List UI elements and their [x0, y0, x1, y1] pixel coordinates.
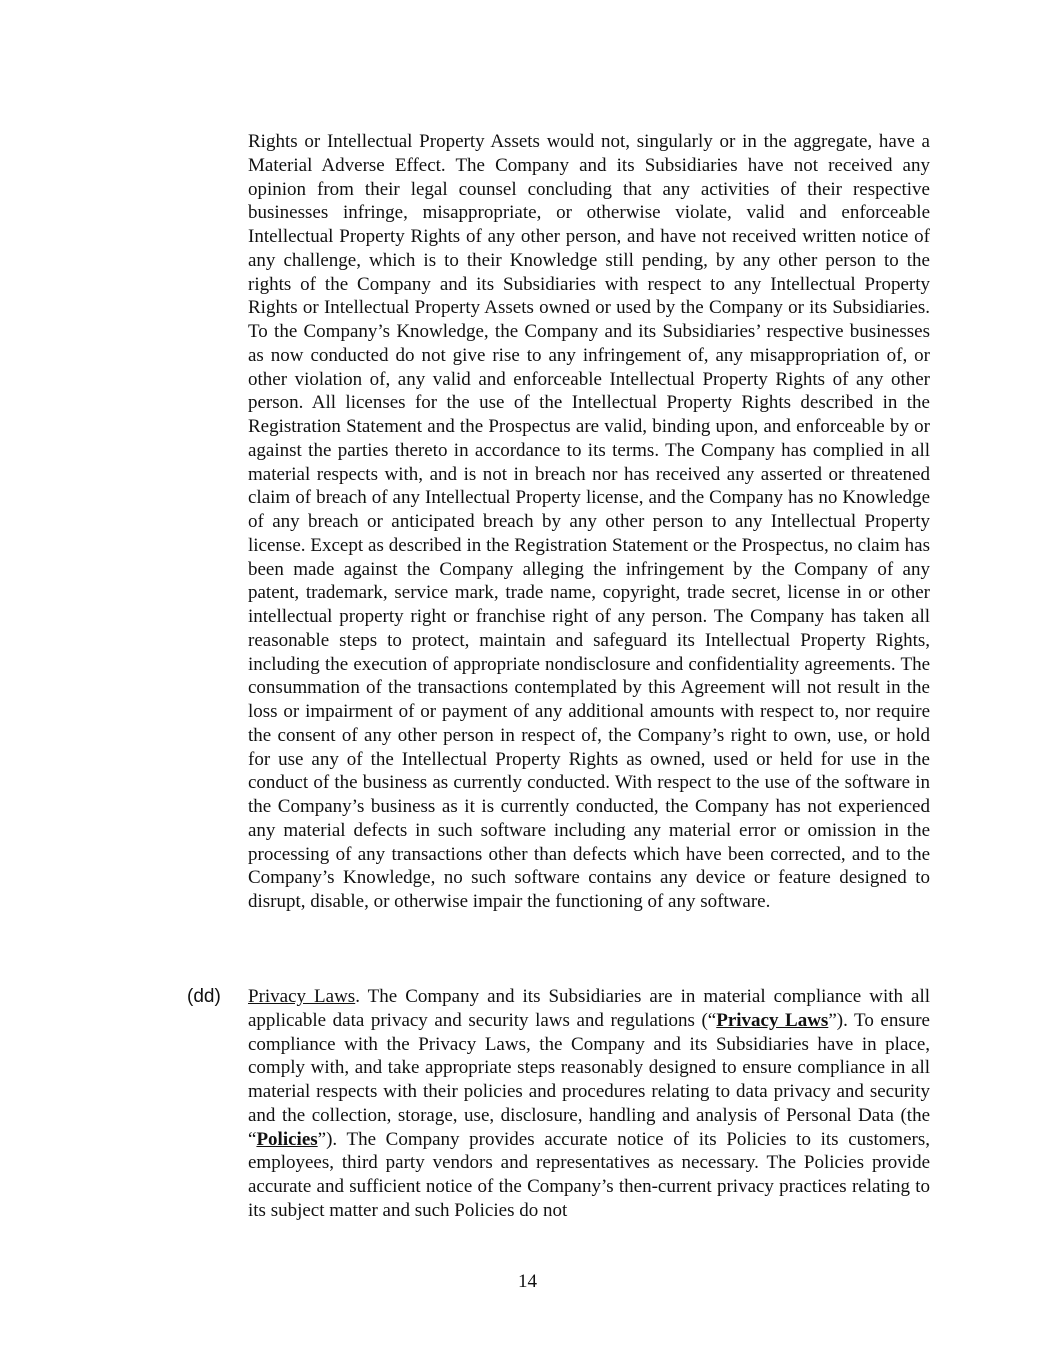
section-heading-punctuation: .	[355, 986, 360, 1007]
section-dd-text-part-1: The Company and its Subsidiaries are in material compliance with all applicable data privacy and security laws and regulations (“	[248, 986, 930, 1031]
section-dd-text-part-2: ”). To ensure compliance with the Privacy Laws, the Company and its Subsidiaries have in place, comply with, and take appropriate steps reasonably designed to ensure compliance in all material respects with their policies and procedures relating to data privacy and security and the collection, storage, use, disclosure, handling and analysis of Personal Data (the “	[248, 1009, 930, 1150]
defined-term-privacy-laws: Privacy Laws	[716, 1009, 829, 1031]
section-label-dd: (dd)	[187, 986, 221, 1007]
page-number: 14	[518, 1271, 537, 1292]
section-dd-text-part-3: ”). The Company provides accurate notice of its Policies to its customers, employees, third party vendors and representatives as necessary. The Policies provide accurate and sufficient notice of the Company’s then-current privacy practices relating to its subject matter and such Policies do not	[248, 1128, 930, 1221]
section-heading-privacy-laws: Privacy Laws	[248, 986, 356, 1007]
section-dd-paragraph	[248, 985, 930, 1223]
defined-term-policies: Policies	[256, 1128, 318, 1150]
continuation-paragraph: Rights or Intellectual Property Assets would not, singularly or in the aggregate, have a Material Adverse Effect. The Company and its Subsidiaries have not received any opinion from their legal counsel concluding that any activities of their respective businesses infringe, misappropriate, or otherwise violate, valid and enforceable Intellectual Property Rights of any other person, and have not received written notice of any challenge, which is to their Knowledge still pending, by any other person to the rights of the Company and its Subsidiaries with respect to any Intellectual Property Rights or Intellectual Property Assets owned or used by the Company or its Subsidiaries. To the Company’s Knowledge, the Company and its Subsidiaries’ respective businesses as now conducted do not give rise to any infringement of, any misappropriation of, or other violation of, any valid and enforceable Intellectual Property Rights of any other person. All licenses for the use of the Intellectual Property Rights described in the Registration Statement and the Prospectus are valid, binding upon, and enforceable by or against the parties thereto in accordance to its terms. The Company has complied in all material respects with, and is not in breach nor has received any asserted or threatened claim of breach of any Intellectual Property license, and the Company has no Knowledge of any breach or anticipated breach by any other person to any Intellectual Property license. Except as described in the Registration Statement or the Prospectus, no claim has been made against the Company alleging the infringement by the Company of any patent, trademark, service mark, trade name, copyright, trade secret, license in or other intellectual property right or franchise right of any person. The Company has taken all reasonable steps to protect, maintain and safeguard its Intellectual Property Rights, including the execution of appropriate nondisclosure and confidentiality agreements. The consummation of the transactions contemplated by this Agreement will not result in the loss or impairment of or payment of any additional amounts with respect to, nor require the consent of any other person in respect of, the Company’s right to own, use, or hold for use any of the Intellectual Property Rights as owned, used or held for use in the conduct of the business as currently conducted. With respect to the use of the software in the Company’s business as it is currently conducted, the Company has not experienced any material defects in such software including any material error or omission in the processing of any transactions other than defects which have been corrected, and to the Company’s Knowledge, no such software contains any device or feature designed to disrupt, disable, or otherwise impair the functioning of any software.	[248, 131, 930, 912]
